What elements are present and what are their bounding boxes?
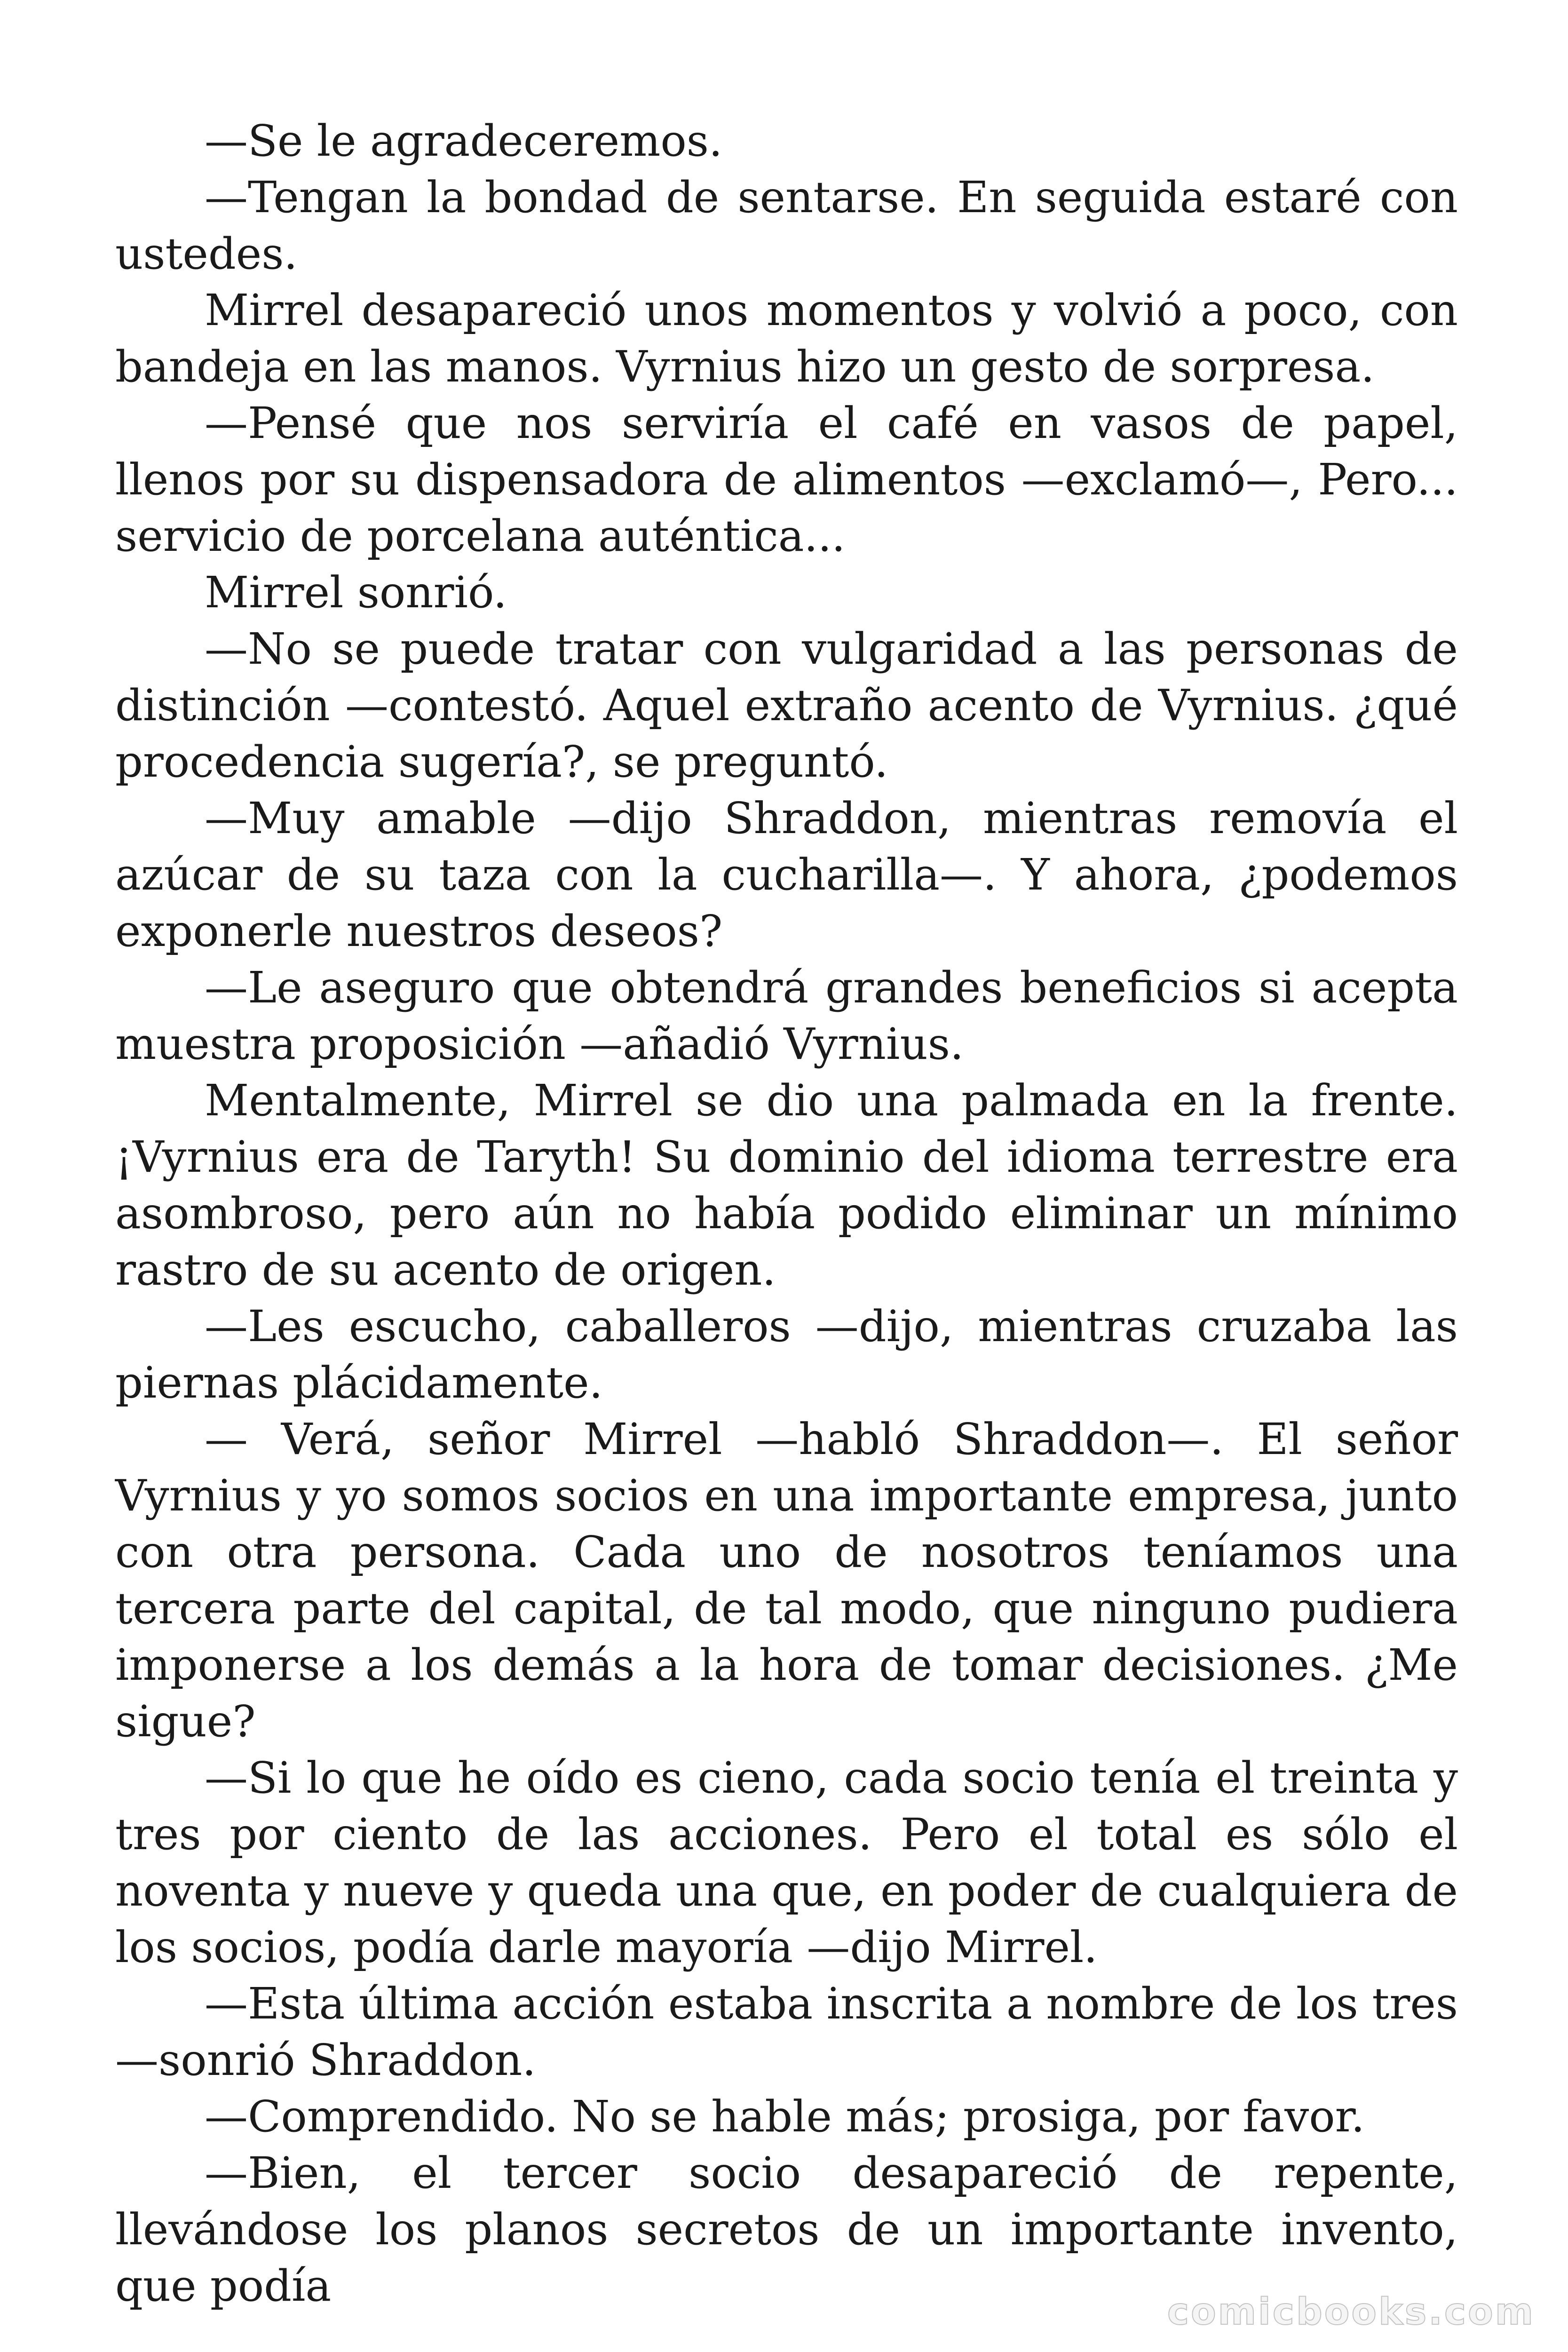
paragraph-13: —Esta última acción estaba inscrita a nombre de los tres —sonrió Shraddon. (115, 1979, 1458, 2085)
paragraph-3: Mirrel desapareció unos momentos y volvió a poco, con bandeja en las manos. Vyrnius hizo un gesto de sorpresa. (115, 285, 1458, 392)
paragraph-2: —Tengan la bondad de sentarse. En seguida estaré con ustedes. (115, 172, 1458, 279)
paragraph-8: —Le aseguro que obtendrá grandes beneficios si acepta muestra proposición —añadió Vyrnius. (115, 962, 1458, 1069)
watermark-logo: comicbooks.com (1167, 2291, 1535, 2333)
paragraph-5: Mirrel sonrió. (205, 567, 507, 618)
paragraph-15: —Bien, el tercer socio desapareció de repente, llevándose los planos secretos de un importante invento, que podía (115, 2148, 1458, 2311)
paragraph-7: —Muy amable —dijo Shraddon, mientras removía el azúcar de su taza con la cucharilla—. Y ahora, ¿podemos exponerle nuestros deseos? (115, 793, 1458, 956)
paragraph-6: —No se puede tratar con vulgaridad a las personas de distinción —contestó. Aquel extraño acento de Vyrnius. ¿qué procedencia sugería?, se preguntó. (115, 624, 1458, 787)
paragraph-14: —Comprendido. No se hable más; prosiga, por favor. (205, 2091, 1365, 2142)
book-page (115, 113, 1458, 2311)
paragraph-1: —Se le agradeceremos. (205, 116, 723, 166)
paragraph-9: Mentalmente, Mirrel se dio una palmada en la frente. ¡Vyrnius era de Taryth! Su dominio del idioma terrestre era asombroso, pero aún no había podido eliminar un mínimo rastro de su acento de origen. (115, 1075, 1458, 1295)
paragraph-11: — Verá, señor Mirrel —habló Shraddon—. El señor Vyrnius y yo somos socios en una importante empresa, junto con otra persona. Cada uno de nosotros teníamos una tercera parte del capital, de tal modo, que ninguno pudiera imponerse a los demás a la hora de tomar decisiones. ¿Me sigue? (115, 1414, 1458, 1747)
paragraph-12: —Si lo que he oído es cieno, cada socio tenía el treinta y tres por ciento de las acciones. Pero el total es sólo el noventa y nueve y queda una que, en poder de cualquiera de los socios, podía darle mayoría —dijo Mirrel. (115, 1753, 1458, 1972)
paragraph-10: —Les escucho, caballeros —dijo, mientras cruzaba las piernas plácidamente. (115, 1301, 1458, 1408)
paragraph-4: —Pensé que nos serviría el café en vasos de papel, llenos por su dispensadora de alimentos —exclamó—, Pero... servicio de porcelana auténtica... (115, 398, 1458, 561)
